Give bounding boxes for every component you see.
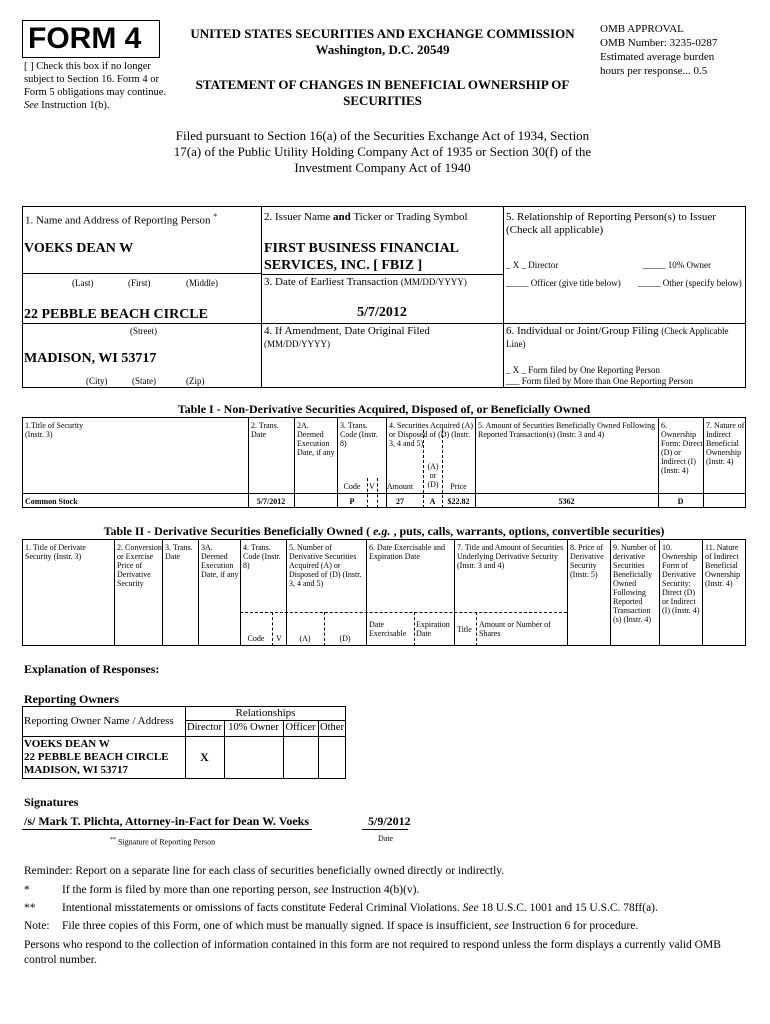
t1-row-code: P <box>349 497 355 506</box>
t2-v8 <box>567 539 568 646</box>
group-one-person: _ X _ Form filed by One Reporting Person <box>506 365 660 375</box>
table1-title: Table I - Non-Derivative Securities Acquired, Disposed of, or Beneficially Owned <box>177 402 591 416</box>
t2-sub-amount: Amount or Number of Shares <box>479 620 551 638</box>
t2-sub-d: (D) <box>339 634 351 643</box>
t2-v4 <box>240 539 241 646</box>
t2-v5 <box>286 539 287 646</box>
t2-col2: 2. Conversion or Exercise Price of Derivative Security <box>117 543 162 588</box>
amendment-format: (MM/DD/YYYY) <box>264 339 330 349</box>
t1-row-price: $22.82 <box>447 497 470 506</box>
date-line <box>362 829 408 830</box>
t1-col3: 3. Trans. Code (Instr. 8) <box>340 421 378 448</box>
t1-sub-price: Price <box>450 482 467 491</box>
t2-col3: 3. Trans. Date <box>165 543 193 561</box>
t1-row-aord: A <box>429 497 436 506</box>
t2-col8: 8. Price of Derivative Security (Instr. 5) <box>570 543 604 579</box>
zip-label: (Zip) <box>186 376 205 386</box>
t2-col6: 6. Date Exercisable and Expiration Date <box>369 543 445 561</box>
checkbox-text-see: See <box>24 100 39 111</box>
owners-relationships: Relationships <box>235 707 296 719</box>
earliest-date-format: (MM/DD/YYYY) <box>400 277 467 287</box>
t2-dv-title <box>476 612 477 646</box>
footer-note-2-mark: ** <box>24 902 36 914</box>
t2-sub-line <box>240 612 567 613</box>
t1-sub-amount: Amount <box>386 482 414 491</box>
t2-sub-a: (A) <box>299 634 311 643</box>
t2-sub-v: V <box>276 634 282 643</box>
checkbox-text-2: Instruction 1(b). <box>38 100 110 111</box>
footer-note-1 <box>62 884 419 896</box>
table2-title <box>22 524 746 539</box>
t2-v9 <box>610 539 611 646</box>
earliest-date-label <box>264 276 467 288</box>
t1-v4 <box>386 417 387 508</box>
issuer-label <box>264 211 468 223</box>
t2-v2 <box>162 539 163 646</box>
reporting-owners-label: Reporting Owners <box>24 692 119 706</box>
t2-v6 <box>366 539 367 646</box>
owner-address <box>24 738 169 777</box>
street-underline <box>22 323 261 324</box>
omb-line-4: hours per response... 0.5 <box>600 65 708 77</box>
group-filing-label <box>506 325 744 351</box>
t1-v1 <box>248 417 249 508</box>
t2-v1 <box>114 539 115 646</box>
t1-v7 <box>703 417 704 508</box>
group-filing-text: 6. Individual or Joint/Group Filing <box>506 325 659 337</box>
t1-col2: 2. Trans. Date <box>251 421 279 439</box>
t2-v11 <box>702 539 703 646</box>
issuer-label-post: Ticker or Trading Symbol <box>350 211 468 223</box>
relationship-ten-pct: _____ 10% Owner <box>643 260 711 270</box>
t1-col5: 5. Amount of Securities Beneficially Owned Following Reported Transaction(s) (Instr. 3 and 4) <box>478 421 656 439</box>
t1-col4: 4. Securities Acquired (A) or Disposed of (D) (Instr. 3, 4 and 5) <box>389 421 473 448</box>
owner-director-mark: X <box>200 750 209 764</box>
owner-line-3: MADISON, WI 53717 <box>24 764 129 776</box>
info-divider-1 <box>261 206 262 388</box>
t2-sub-expiration: Expiration Date <box>416 620 450 638</box>
city-label: (City) <box>86 376 108 386</box>
info-hline-issuer <box>261 274 503 275</box>
t1-v3 <box>337 417 338 508</box>
t1-v2 <box>294 417 295 508</box>
signature-date: 5/9/2012 <box>368 814 411 828</box>
statement-title: STATEMENT OF CHANGES IN BENEFICIAL OWNERSHIP OF SECURITIES <box>195 77 570 108</box>
t1-v6 <box>658 417 659 508</box>
footer-persons: Persons who respond to the collection of information contained in this form are not required to respond unless the form displays a currently valid OMB control number. <box>24 939 721 966</box>
t1-row-date: 5/7/2012 <box>256 497 286 506</box>
t2-sub-code: Code <box>247 634 265 643</box>
omb-line-1: OMB APPROVAL <box>600 23 684 35</box>
group-more-person: ___ Form filed by More than One Reporting Person <box>506 376 693 386</box>
table2-title-post: , puts, calls, warrants, options, convertible securities) <box>390 524 665 538</box>
signature-label <box>110 836 215 847</box>
relationship-label: 5. Relationship of Reporting Person(s) to Issuer (Check all applicable) <box>506 211 716 236</box>
first-label: (First) <box>128 278 151 288</box>
t2-col11: 11. Nature of Indirect Beneficial Ownership (Instr. 4) <box>705 543 741 588</box>
t2-v3 <box>198 539 199 646</box>
t1-sub-v: V <box>369 482 375 491</box>
t1-row-owned: 5362 <box>558 497 575 506</box>
table2-title-eg: e.g. <box>373 524 391 538</box>
t1-row-title: Common Stock <box>25 497 78 506</box>
footer-note-3-post: Instruction 6 for procedure. <box>508 920 639 932</box>
state-label: (State) <box>132 376 156 386</box>
owners-col-ten-pct: 10% Owner <box>228 722 279 733</box>
footer-note-1-post: Instruction 4(b)(v). <box>328 884 420 896</box>
footer-note-1-pre: If the form is filed by more than one reporting person, <box>62 884 314 896</box>
signer-name: /s/ Mark T. Plichta, Attorney-in-Fact for Dean W. Voeks <box>24 814 309 828</box>
last-label: (Last) <box>72 278 94 288</box>
t2-col10: 10. Ownership Form of Derivative Security: Direct (D) or Indirect (I) (Instr. 4) <box>662 543 700 615</box>
group-filing-note: (Check Applicable Line) <box>506 326 729 349</box>
footer-note-2-pre: Intentional misstatements or omissions of facts constitute Federal Criminal Violations. <box>62 902 463 914</box>
t2-sub-exercisable: Date Exercisable <box>369 620 407 638</box>
t1-col1: 1.Title of Security (Instr. 3) <box>25 421 84 439</box>
table1-header-bottom <box>22 493 746 494</box>
reporting-person-label-text: 1. Name and Address of Reporting Person <box>25 214 211 227</box>
middle-label: (Middle) <box>186 278 218 288</box>
footer-note-3-pre: File three copies of this Form, one of which must be manually signed. If space is insufficient, <box>62 920 495 932</box>
info-hline-date <box>261 323 746 324</box>
info-divider-2 <box>503 206 504 388</box>
relationship-director: _ X _ Director <box>506 260 559 270</box>
t1-sub-aord: (A) or (D) <box>427 462 439 489</box>
footer-note-1-mark: * <box>24 884 30 896</box>
signature-label-text: Signature of Reporting Person <box>118 837 216 847</box>
t2-v10 <box>659 539 660 646</box>
t2-col5: 5. Number of Derivative Securities Acquired (A) or Disposed of (D) (Instr. 3, 4 and 5) <box>289 543 362 588</box>
explanation-label: Explanation of Responses: <box>24 662 160 676</box>
date-label: Date <box>378 834 394 843</box>
footer-note-2 <box>62 902 658 914</box>
omb-line-3: Estimated average burden <box>600 51 715 63</box>
footer-note-2-post: 18 U.S.C. 1001 and 15 U.S.C. 78ff(a). <box>478 902 658 914</box>
form-title: FORM 4 <box>28 22 142 55</box>
omb-line-2: OMB Number: 3235-0287 <box>600 37 718 49</box>
agency-location: Washington, D.C. 20549 <box>315 42 450 57</box>
t1-col2a: 2A. Deemed Execution Date, if any <box>297 421 335 457</box>
name-underline <box>22 273 261 274</box>
t1-col7: 7. Nature of Indirect Beneficial Ownership (Instr. 4) <box>706 421 745 466</box>
owners-h1 <box>185 720 346 721</box>
checkbox-text-1: [ ] Check this box if no longer subject to Section 16. Form 4 or Form 5 obligations may continue. <box>24 61 167 98</box>
filed-pursuant: Filed pursuant to Section 16(a) of the Securities Exchange Act of 1934, Section 17(a) of the Public Utility Holding Company Act of 1935 or Section 30(f) of the Investment Company Act of 1940 <box>173 128 592 175</box>
t1-row-form: D <box>677 497 684 506</box>
reporting-person-name: VOEKS DEAN W <box>24 241 134 256</box>
t2-col3a: 3A. Deemed Execution Date, if any <box>201 543 239 579</box>
owners-col-director: Director <box>187 722 222 733</box>
owner-line-2: 22 PEBBLE BEACH CIRCLE <box>24 751 169 763</box>
footer-note-3-see: see <box>494 920 509 932</box>
owners-col-officer: Officer <box>285 722 316 733</box>
reporting-person-star: * <box>213 212 218 221</box>
owners-col-name: Reporting Owner Name / Address <box>24 715 174 727</box>
footer-note-3 <box>62 920 638 932</box>
issuer-label-pre: 2. Issuer Name <box>264 211 334 223</box>
agency-name: UNITED STATES SECURITIES AND EXCHANGE COMMISSION <box>190 26 575 41</box>
t2-dv-exp <box>414 612 415 646</box>
issuer-label-and: and <box>333 211 351 223</box>
footer-reminder: Reminder: Report on a separate line for each class of securities beneficially owned directly or indirectly. <box>24 865 505 877</box>
owners-col-other: Other <box>320 722 344 733</box>
t2-col1: 1. Title of Derivate Security (Instr. 3) <box>25 543 86 561</box>
t2-col7: 7. Title and Amount of Securities Underlying Derivative Security (Instr. 3 and 4) <box>457 543 564 570</box>
reporting-person-label <box>25 212 217 227</box>
t1-sub-code: Code <box>343 482 361 491</box>
footer-note-1-see: see <box>313 884 329 896</box>
t1-col6: 6. Ownership Form: Direct (D) or Indirect (I) (Instr. 4) <box>661 421 703 475</box>
owner-line-1: VOEKS DEAN W <box>24 738 110 750</box>
relationship-other: _____ Other (specify below) <box>638 278 742 288</box>
signature-line <box>22 829 312 830</box>
footer-note-label: Note: <box>24 920 50 932</box>
reporting-person-street: 22 PEBBLE BEACH CIRCLE <box>24 307 208 322</box>
t2-col4: 4. Trans. Code (Instr. 8) <box>243 543 281 570</box>
omb-approval <box>600 22 765 78</box>
signatures-label: Signatures <box>24 795 79 809</box>
street-label: (Street) <box>130 326 157 336</box>
signature-stars: ** <box>110 837 116 843</box>
issuer-name: FIRST BUSINESS FINANCIAL SERVICES, INC. [ FBIZ ] <box>264 241 459 273</box>
earliest-date-value: 5/7/2012 <box>357 305 407 320</box>
owners-h2 <box>22 736 346 737</box>
t2-sub-title: Title <box>457 625 472 634</box>
relationship-officer: _____ Officer (give title below) <box>506 278 621 288</box>
t2-col9: 9. Number of derivative Securities Beneficially Owned Following Reported Transaction (s) (Instr. 4) <box>613 543 656 624</box>
reporting-person-city: MADISON, WI 53717 <box>24 351 157 366</box>
t1-row-amount: 27 <box>396 497 404 506</box>
amendment-label: 4. If Amendment, Date Original Filed <box>264 325 430 337</box>
table2-title-pre: Table II - Derivative Securities Beneficially Owned ( <box>103 524 374 538</box>
t1-v5 <box>475 417 476 508</box>
footer-note-2-see: See <box>462 902 479 914</box>
earliest-date-text: 3. Date of Earliest Transaction <box>264 276 399 288</box>
form-checkbox-note <box>24 60 172 112</box>
